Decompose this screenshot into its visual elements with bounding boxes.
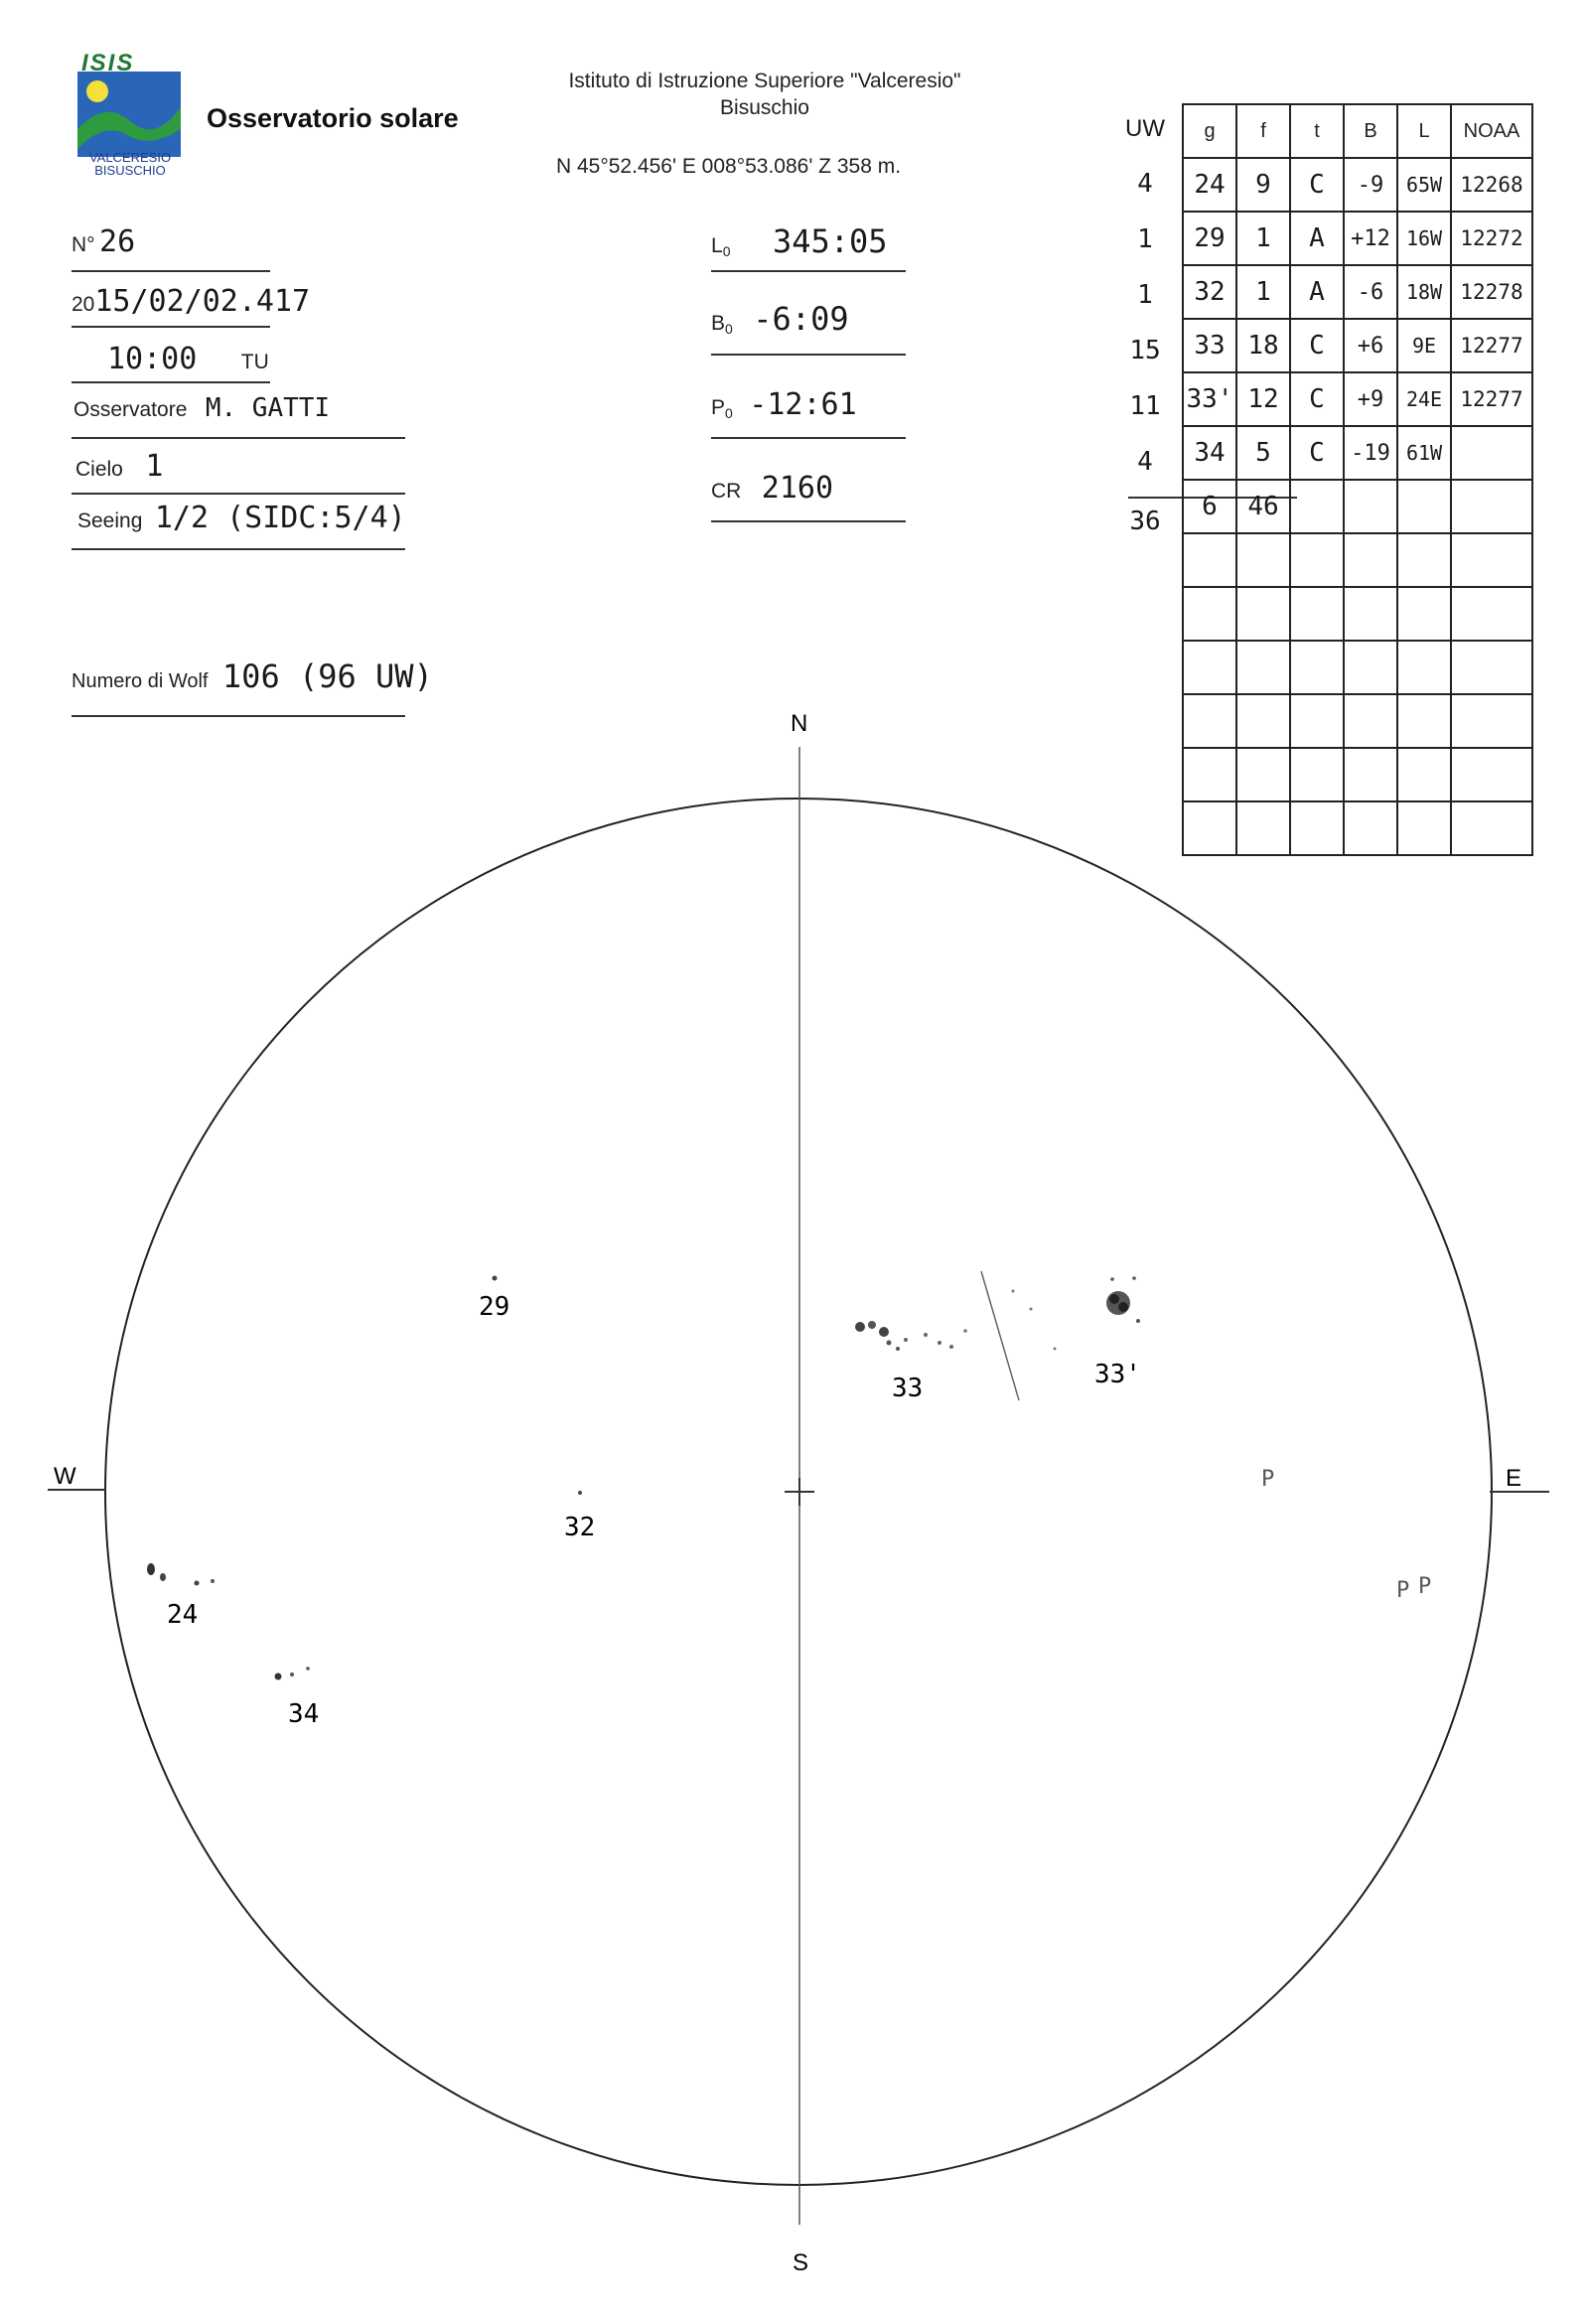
cell-f: 18 bbox=[1236, 319, 1290, 372]
seeing-label: Seeing bbox=[77, 509, 143, 532]
cell-g: 33 bbox=[1183, 319, 1236, 372]
cr-field bbox=[711, 471, 833, 506]
b0-value: -6:09 bbox=[753, 300, 849, 338]
time-underline bbox=[72, 381, 270, 383]
sky-label: Cielo bbox=[75, 458, 123, 481]
facula-mark: P bbox=[1261, 1467, 1275, 1492]
sunspot-group-32 bbox=[564, 1491, 595, 1542]
col-header-l: L bbox=[1397, 104, 1451, 158]
table-empty-row bbox=[1183, 748, 1532, 801]
faculae-marks bbox=[1261, 1467, 1431, 1603]
cell-b: +6 bbox=[1344, 319, 1397, 372]
table-header-row bbox=[1183, 104, 1532, 158]
south-label: S bbox=[793, 2250, 809, 2276]
cell-f: 9 bbox=[1236, 158, 1290, 212]
east-label: E bbox=[1506, 1465, 1522, 1492]
cell-t: C bbox=[1290, 319, 1344, 372]
cell-t: C bbox=[1290, 372, 1344, 426]
cell-b: -6 bbox=[1344, 265, 1397, 319]
uw-total: 36 bbox=[1129, 507, 1161, 536]
observatory-coordinates: N 45°52.456' E 008°53.086' Z 358 m. bbox=[556, 155, 902, 178]
cell-f: 1 bbox=[1236, 212, 1290, 265]
time-unit: TU bbox=[240, 351, 269, 373]
table-row bbox=[1183, 265, 1532, 319]
observer-underline bbox=[72, 437, 405, 439]
north-label: N bbox=[791, 710, 808, 737]
total-b bbox=[1344, 480, 1397, 533]
cell-g: 34 bbox=[1183, 426, 1236, 480]
cell-t: C bbox=[1290, 426, 1344, 480]
l0-underline bbox=[711, 270, 906, 272]
wolf-value: 106 (96 UW) bbox=[221, 657, 433, 695]
time-field bbox=[107, 342, 269, 376]
institute-town: Bisuschio bbox=[720, 96, 809, 119]
p0-value: -12:61 bbox=[749, 387, 857, 422]
uw-row-2: 1 bbox=[1137, 224, 1153, 254]
wolf-label: Numero di Wolf bbox=[72, 670, 209, 692]
uw-row-5: 11 bbox=[1129, 391, 1161, 421]
facula-mark: P bbox=[1396, 1578, 1410, 1603]
table-row bbox=[1183, 319, 1532, 372]
wolf-number-field bbox=[72, 657, 433, 695]
cell-g: 32 bbox=[1183, 265, 1236, 319]
time-value: 10:00 bbox=[107, 342, 198, 376]
seeing-value: 1/2 (SIDC:5/4) bbox=[154, 501, 406, 535]
cell-noaa: 12277 bbox=[1451, 372, 1532, 426]
west-label: W bbox=[54, 1463, 76, 1490]
col-header-noaa: NOAA bbox=[1451, 104, 1532, 158]
cell-f: 12 bbox=[1236, 372, 1290, 426]
b0-underline bbox=[711, 354, 906, 356]
cr-label: CR bbox=[711, 480, 742, 503]
cr-underline bbox=[711, 520, 906, 522]
cell-b: +9 bbox=[1344, 372, 1397, 426]
cell-g: 29 bbox=[1183, 212, 1236, 265]
cell-l: 24E bbox=[1397, 372, 1451, 426]
col-header-g: g bbox=[1183, 104, 1236, 158]
cell-noaa: 12278 bbox=[1451, 265, 1532, 319]
sunspot-groups-table bbox=[1182, 103, 1533, 856]
l0-value: 345:05 bbox=[772, 222, 888, 260]
sky-underline bbox=[72, 493, 405, 495]
logo-caption-line2: BISUSCHIO bbox=[94, 163, 166, 178]
cell-b: -9 bbox=[1344, 158, 1397, 212]
l0-subscript: 0 bbox=[722, 243, 731, 260]
p0-subscript: 0 bbox=[725, 405, 733, 422]
date-prefix: 20 bbox=[72, 293, 95, 316]
cell-l: 61W bbox=[1397, 426, 1451, 480]
date-value: 15/02/02.417 bbox=[94, 284, 311, 319]
cell-f: 1 bbox=[1236, 265, 1290, 319]
logo-caption bbox=[75, 151, 185, 177]
cell-l: 16W bbox=[1397, 212, 1451, 265]
institute-name: Istituto di Istruzione Superiore "Valceresio" bbox=[568, 70, 961, 92]
table-empty-row bbox=[1183, 533, 1532, 587]
cell-noaa: 12277 bbox=[1451, 319, 1532, 372]
uw-header: UW bbox=[1125, 115, 1165, 142]
total-f: 46 bbox=[1236, 480, 1290, 533]
b0-label: B bbox=[711, 312, 726, 335]
table-row bbox=[1183, 212, 1532, 265]
number-value: 26 bbox=[99, 224, 136, 259]
number-underline bbox=[72, 270, 270, 272]
observer-field bbox=[73, 393, 330, 423]
total-noaa bbox=[1451, 480, 1532, 533]
cell-t: A bbox=[1290, 212, 1344, 265]
facula-mark: P bbox=[1418, 1574, 1432, 1599]
table-row bbox=[1183, 426, 1532, 480]
cell-noaa: 12268 bbox=[1451, 158, 1532, 212]
table-row bbox=[1183, 158, 1532, 212]
table-empty-row bbox=[1183, 694, 1532, 748]
sky-field bbox=[75, 449, 163, 484]
cell-l: 65W bbox=[1397, 158, 1451, 212]
uw-row-1: 4 bbox=[1137, 169, 1153, 199]
sunspot-group-33 bbox=[855, 1321, 967, 1403]
table-empty-row bbox=[1183, 587, 1532, 641]
group-label-32: 32 bbox=[564, 1513, 596, 1542]
uw-row-4: 15 bbox=[1129, 336, 1161, 365]
table-row bbox=[1183, 372, 1532, 426]
b0-subscript: 0 bbox=[725, 321, 733, 338]
sunspot-group-34 bbox=[275, 1667, 320, 1729]
group-label-33-prime: 33' bbox=[1094, 1360, 1141, 1389]
table-empty-row bbox=[1183, 801, 1532, 855]
cell-l: 18W bbox=[1397, 265, 1451, 319]
table-empty-row bbox=[1183, 641, 1532, 694]
l0-field bbox=[711, 222, 888, 260]
observatory-title: Osservatorio solare bbox=[207, 103, 459, 133]
p0-underline bbox=[711, 437, 906, 439]
observer-label: Osservatore bbox=[73, 398, 188, 421]
group-label-34: 34 bbox=[288, 1699, 320, 1729]
cell-t: C bbox=[1290, 158, 1344, 212]
b0-field bbox=[711, 300, 849, 338]
total-g: 6 bbox=[1183, 480, 1236, 533]
p0-label: P bbox=[711, 396, 726, 419]
sunspot-group-29 bbox=[479, 1276, 509, 1323]
date-field bbox=[72, 284, 310, 319]
solar-disc-outline bbox=[105, 799, 1492, 2185]
total-l bbox=[1397, 480, 1451, 533]
total-t bbox=[1290, 480, 1344, 533]
p0-field bbox=[711, 387, 857, 422]
table-totals-row bbox=[1183, 480, 1532, 533]
cell-l: 9E bbox=[1397, 319, 1451, 372]
col-header-t: t bbox=[1290, 104, 1344, 158]
cell-noaa bbox=[1451, 426, 1532, 480]
cr-value: 2160 bbox=[761, 471, 834, 506]
l0-label: L bbox=[711, 234, 723, 257]
seeing-field bbox=[77, 501, 406, 535]
date-underline bbox=[72, 326, 270, 328]
sky-value: 1 bbox=[145, 449, 164, 484]
logo-wordmark: ISIS bbox=[81, 50, 135, 76]
cell-b: +12 bbox=[1344, 212, 1397, 265]
seeing-underline bbox=[72, 548, 405, 550]
wolf-underline bbox=[72, 715, 405, 717]
logo-caption-line1: VALCERESIO bbox=[88, 150, 172, 165]
cell-b: -19 bbox=[1344, 426, 1397, 480]
group-label-29: 29 bbox=[479, 1292, 510, 1322]
col-header-b: B bbox=[1344, 104, 1397, 158]
col-header-f: f bbox=[1236, 104, 1290, 158]
group-33-separator-line bbox=[981, 1271, 1019, 1400]
uw-row-6: 4 bbox=[1137, 447, 1153, 477]
cell-noaa: 12272 bbox=[1451, 212, 1532, 265]
number-field bbox=[72, 224, 135, 259]
sunspot-group-24 bbox=[147, 1563, 215, 1630]
cell-g: 24 bbox=[1183, 158, 1236, 212]
uw-row-3: 1 bbox=[1137, 280, 1153, 310]
number-label: N° bbox=[72, 233, 95, 256]
cell-f: 5 bbox=[1236, 426, 1290, 480]
group-label-24: 24 bbox=[167, 1600, 199, 1630]
cell-g: 33' bbox=[1183, 372, 1236, 426]
observer-value: M. GATTI bbox=[205, 393, 331, 423]
group-label-33: 33 bbox=[892, 1374, 924, 1403]
sunspot-group-33-prime bbox=[1012, 1276, 1141, 1389]
cell-t: A bbox=[1290, 265, 1344, 319]
